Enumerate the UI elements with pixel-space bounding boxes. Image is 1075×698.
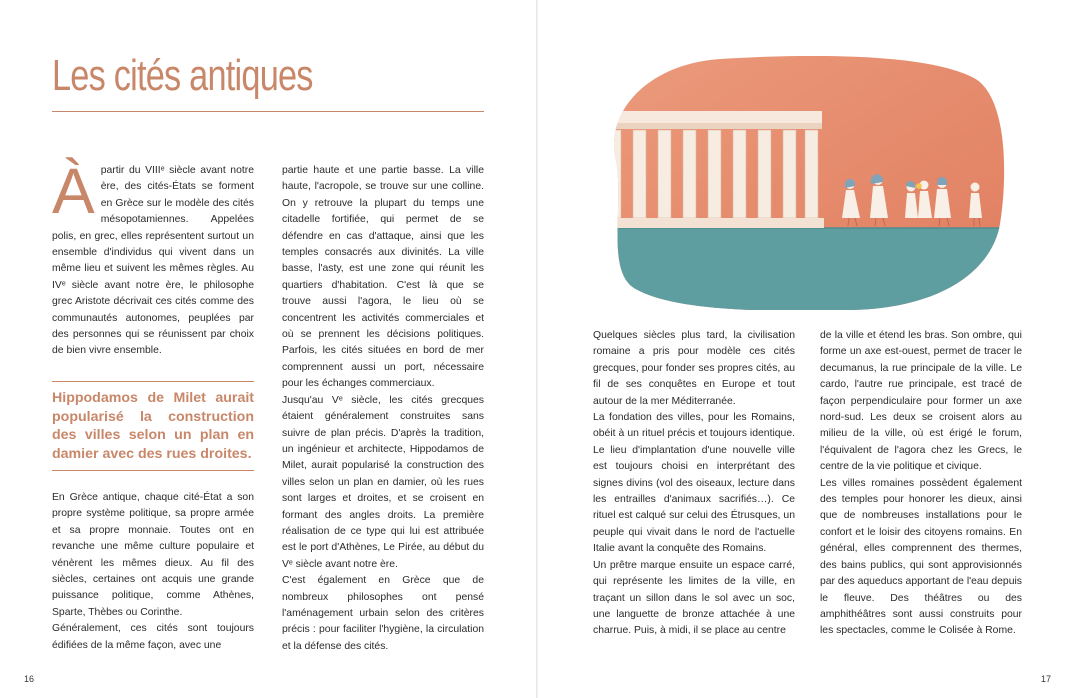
column-4 <box>820 328 1022 640</box>
paragraph: Quelques siècles plus tard, la civilisation romaine a pris pour modèle ces cités grecques, pour fonder ses propres cités, au fil de ses conquêtes en Europe et tout autour de la mer Méditerranée. <box>593 330 795 407</box>
pull-quote: Hippodamos de Milet aurait popularisé la construction des villes selon un plan en damier avec des rues droites. <box>52 390 254 462</box>
intro-column <box>52 155 254 360</box>
paragraph: En Grèce antique, chaque cité-État a son propre système politique, sa propre armée et sa propre monnaie. Toutes ont en revanche une même culture populaire et vénèrent les mêmes dieux. Au fil des siècles, certaines ont acquis une grande puissance politique, comme Athènes, Sparte, Thèbes ou Corinthe. <box>52 492 254 618</box>
paragraph: Jusqu'au Vᵉ siècle, les cités grecques étaient généralement construites sans suivre de plan précis. D'après la tradition, un ingénieur et architecte, Hippodamos de Milet, aurait popularisé la construction des villes selon un plan en damier, où les rues sont larges et droites, et se croisent en formant des angles droits. La première réalisation de ce type qui lui est attribuée est le port d'Athènes, Le Pirée, au début du Vᵉ siècle avant notre ère. <box>282 394 484 570</box>
temple-illustration <box>602 56 1006 310</box>
paragraph: C'est également en Grèce que de nombreux philosophes ont pensé l'aménagement urbain selon des critères précis : pour faciliter l'hygiène, la circulation et la défense des cités. <box>282 575 484 652</box>
page-title: Les cités antiques <box>52 51 313 100</box>
column-3 <box>593 328 795 640</box>
intro-paragraph: partir du VIIIᵉ siècle avant notre ère, des cités-États se forment en Grèce sur le modèle des cités mésopotamiennes. Appelées polis, en grec, elles représentent surtout un ensemble d'individus qui vivent dans un même lieu et suivent les mêmes règles. Au IVᵉ siècle avant notre ère, le philosophe grec Aristote décrivait ces cités comme des communautés autonomes, peuplées par des personnes qui se réunissent par choix de bien vivre ensemble. <box>52 165 254 357</box>
column-1-lower <box>52 490 254 654</box>
page-number-right: 17 <box>1041 674 1052 684</box>
paragraph: La fondation des villes, pour les Romains, obéit à un rituel précis et toujours identique. Le lieu d'implantation d'une nouvelle ville est toujours choisi en interprétant des signes divins (vol des oiseaux, lecture dans les entrailles d'animaux sacrifiés…). Ce rituel est calqué sur celui des Étrusques, un peuple qui vivait dans le nord de l'actuelle Italie avant la conquête des Romains. <box>593 412 795 555</box>
paragraph: Généralement, ces cités sont toujours édifiées de la même façon, avec une <box>52 623 254 651</box>
paragraph: Les villes romaines possèdent également des temples pour honorer les dieux, ainsi que de nombreuses installations pour le confort et le loisir des citoyens romains. En général, elles comprennent des thermes, des bains publics, qui sont approvisionnés par des aqueducs apportant de l'eau depuis le fleuve. Des théâtres ou des amphithéâtres sont aussi construits pour les spectacles, comme le Colisée à Rome. <box>820 477 1022 637</box>
pull-quote-bottom-rule <box>52 470 254 471</box>
left-page <box>0 0 537 698</box>
paragraph: de la ville et étend les bras. Son ombre, qui forme un axe est-ouest, permet de tracer le decumanus, la rue principale de la ville. Le cardo, l'autre rue principale, est tracé de façon perpendiculaire pour former un axe nord-sud. Les deux se croisent alors au milieu de la ville, où est érigé le forum, l'équivalent de l'agora chez les Grecs, le centre de la vie politique et civique. <box>820 330 1022 473</box>
drop-cap: À <box>52 155 95 227</box>
column-2 <box>282 163 484 655</box>
pull-quote-top-rule <box>52 381 254 382</box>
page-number-left: 16 <box>24 674 35 684</box>
paragraph: Un prêtre marque ensuite un espace carré, qui représente les limites de la ville, en traçant un sillon dans le sol avec un soc, une languette de bronze attachée à une charrue. Puis, à midi, il se place au centre <box>593 559 795 637</box>
paragraph: partie haute et une partie basse. La ville haute, l'acropole, se trouve sur une colline. On y retrouve la plupart du temps une citadelle fortifiée, qui permet de se défendre en cas d'attaque, ainsi que les temples consacrés aux divinités. La ville basse, l'asty, est une zone qui réunit les quartiers d'habitation. C'est là que se trouve aussi l'agora, le lieu où se concentrent les activités commerciales et où se prennent les décisions politiques. Parfois, les cités situées en bord de mer comprennent aussi un port, nécessaire pour les échanges commerciaux. <box>282 165 484 390</box>
title-underline <box>52 111 484 112</box>
